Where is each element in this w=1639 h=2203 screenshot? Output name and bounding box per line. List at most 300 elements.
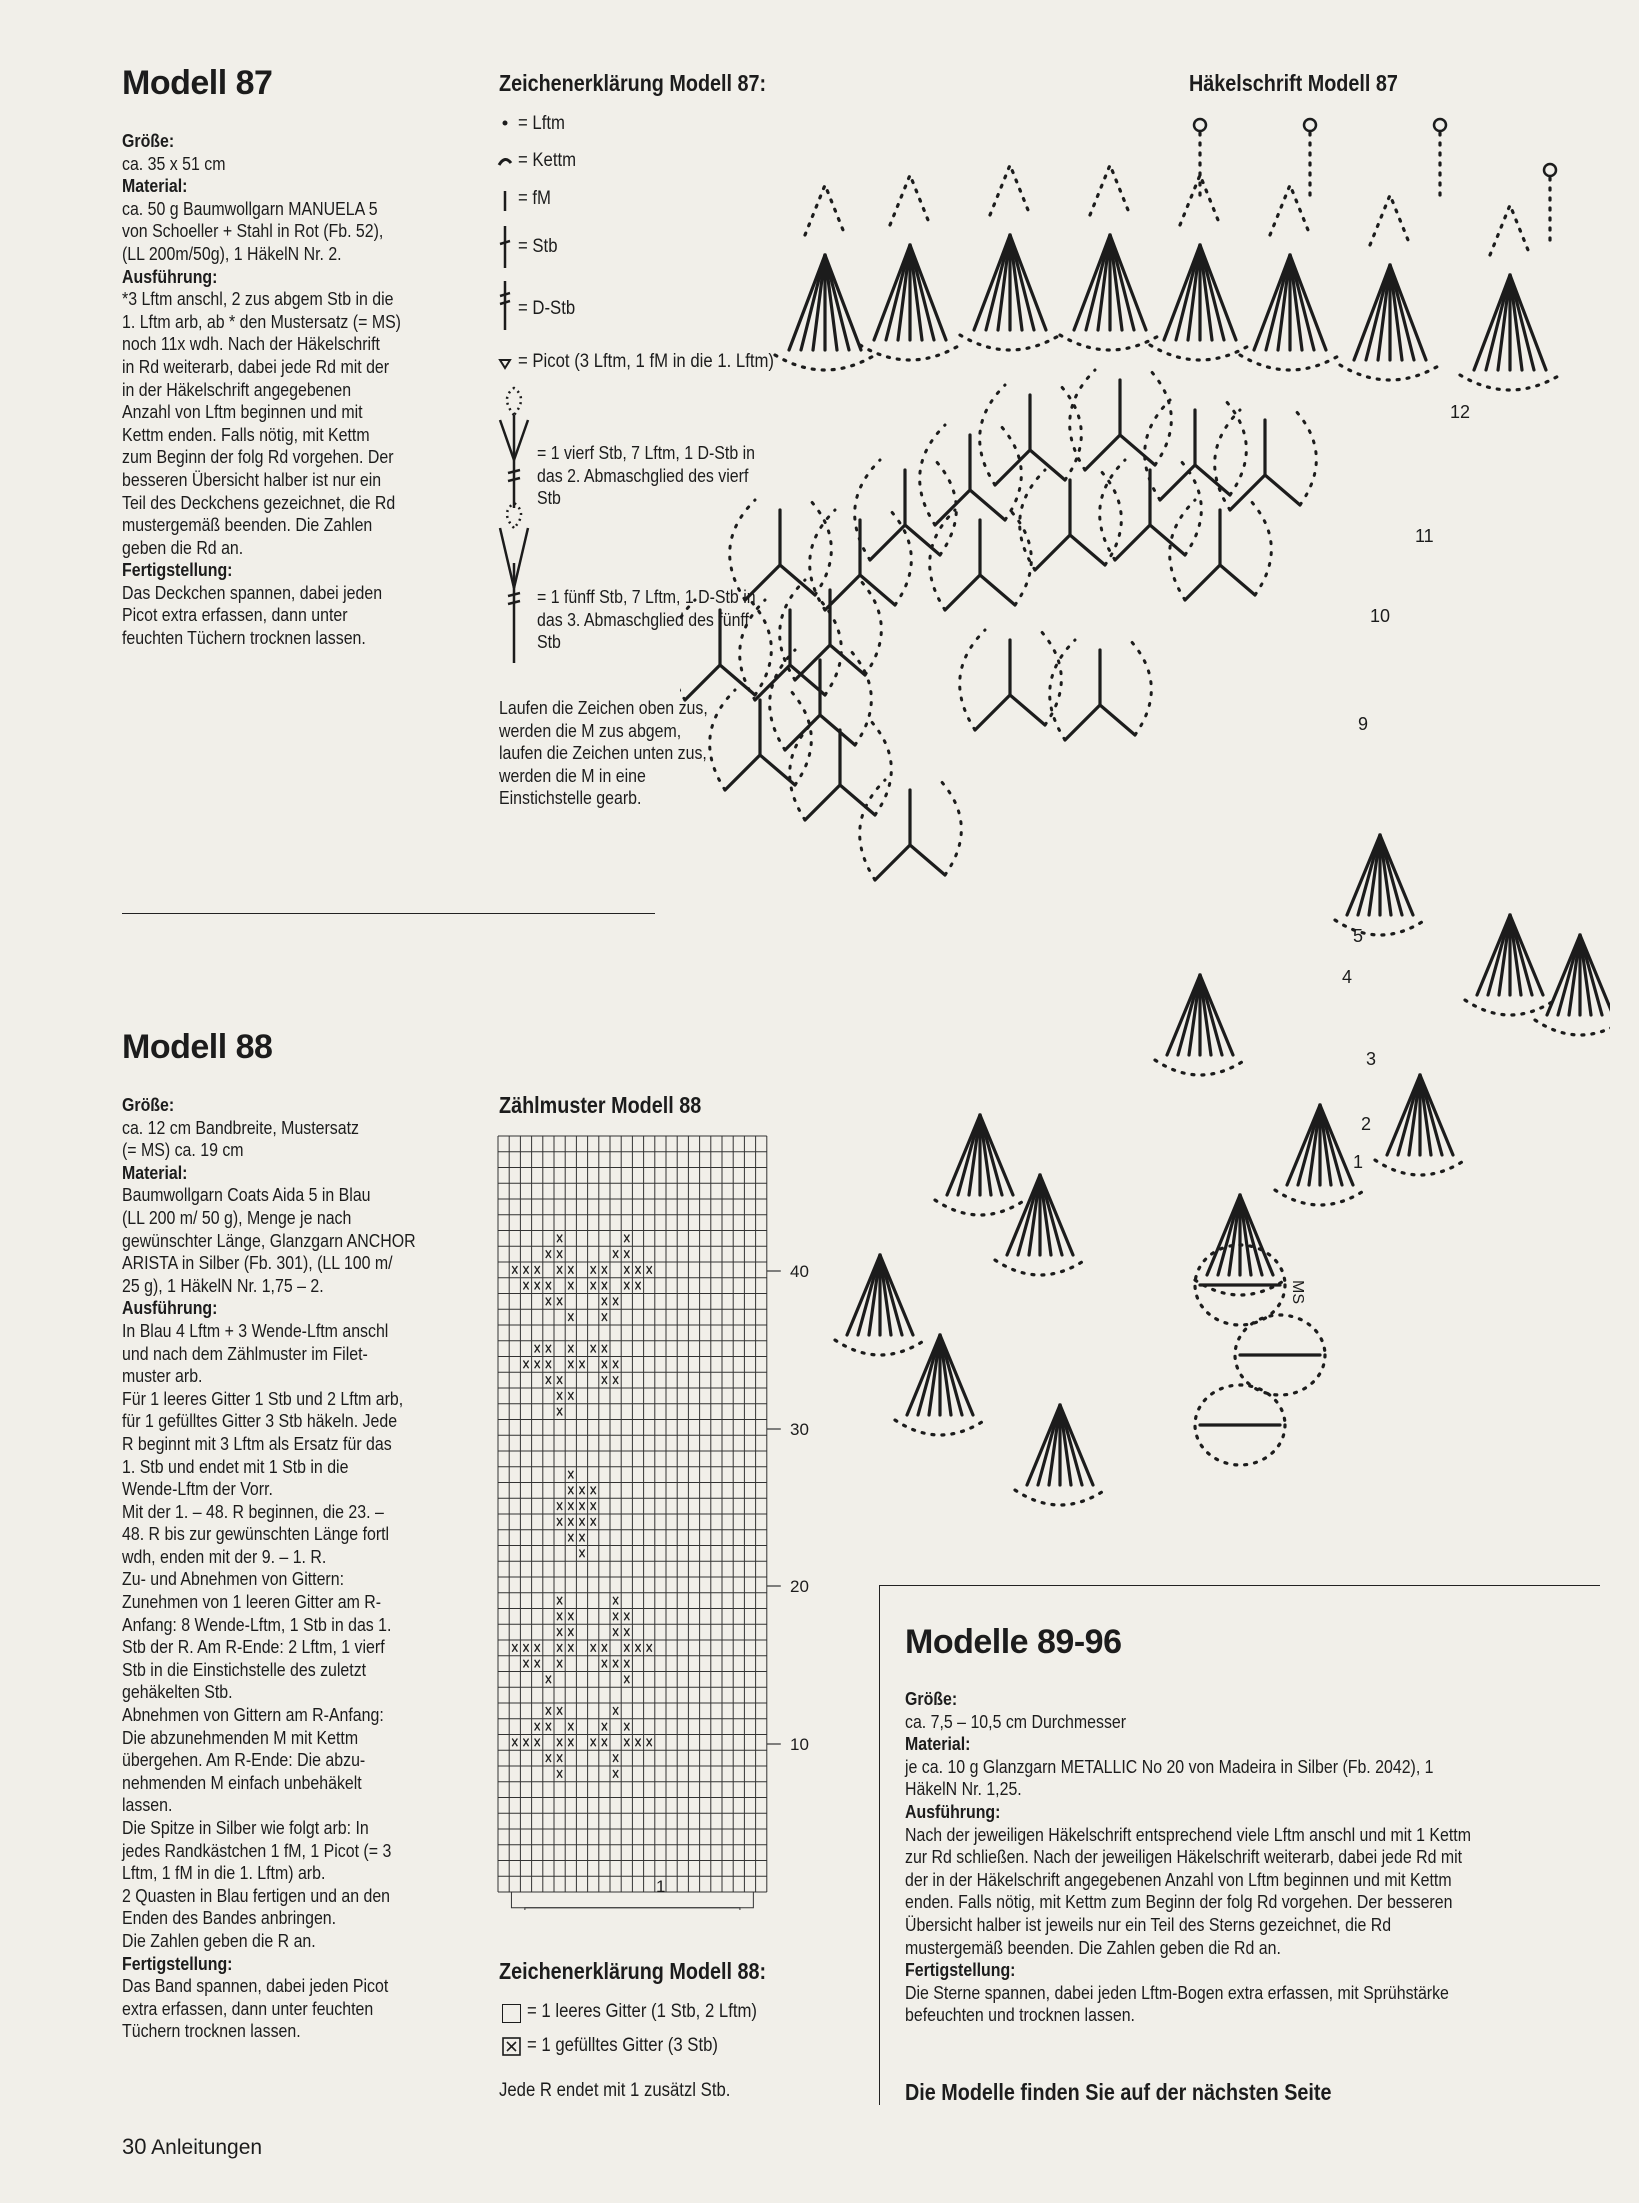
groesse-label: Größe: [122,1094,175,1115]
filled-mesh [557,1628,562,1636]
y-stitch [725,700,795,790]
legend-88-title: Zeichenerklärung Modell 88: [499,1958,767,1984]
filled-mesh [568,1518,573,1526]
y-stitch [1065,650,1135,740]
filled-mesh [635,1739,640,1747]
filled-mesh [591,1518,596,1526]
modell-88-title: Modell 88 [122,1028,273,1066]
filled-mesh [546,1676,551,1684]
stitch-post [886,245,910,340]
filled-mesh [557,1707,562,1715]
text-line: In Blau 4 Lftm + 3 Wende-Lftm anschl [122,1319,389,1341]
filled-mesh [591,1502,596,1510]
filled-mesh [624,1628,629,1636]
filled-mesh [579,1550,584,1558]
filled-mesh [591,1266,596,1274]
text-line: jedes Randkästchen 1 fM, 1 Picot (= 3 [122,1839,392,1861]
text-line: lassen. [122,1794,173,1816]
filled-mesh [624,1266,629,1274]
text-line: das 3. Abmaschglied des fünff [537,608,749,630]
filled-mesh [579,1518,584,1526]
text-line: (LL 200 m/ 50 g), Menge je nach [122,1206,352,1228]
stitch-post [1218,1195,1240,1275]
filled-mesh [591,1739,596,1747]
filled-mesh [512,1266,517,1274]
filled-mesh [557,1613,562,1621]
y-stitch [795,590,865,680]
text-line: und nach dem Zählmuster im Filet- [122,1342,368,1364]
row-label: 1 [656,1877,666,1896]
stitch-post [1390,265,1414,360]
chain-arc [1240,355,1340,370]
diagram-87-title: Häkelschrift Modell 87 [1189,70,1398,96]
picot-chain [1490,205,1530,255]
filled-mesh [568,1628,573,1636]
picot-chain [1090,165,1130,215]
chain-arc [775,355,875,370]
legend-fm: = fM [518,188,551,209]
filled-mesh [602,1739,607,1747]
filled-mesh [523,1361,528,1369]
text-line: gehäkelten Stb. [122,1681,233,1703]
text-line: Die Sterne spannen, dabei jeden Lftm-Bogen extra erfassen, mit Sprühstärke [905,1981,1449,2003]
y-stitch [745,510,815,600]
filled-mesh [535,1660,540,1668]
text-line: R beginnt mit 3 Lftm als Ersatz für das [122,1432,392,1454]
stitch-post [1038,1405,1060,1485]
ausfuehrung-label: Ausführung: [122,1297,218,1319]
round-number: 2 [1361,1114,1372,1134]
filled-mesh [602,1660,607,1668]
legend-empty-mesh: = 1 leeres Gitter (1 Stb, 2 Lftm) [527,2001,757,2022]
text-line: ca. 12 cm Bandbreite, Mustersatz [122,1116,359,1138]
groesse-label: Größe: [905,1688,958,1709]
picot-chain [805,185,845,235]
round-number: 11 [1415,526,1434,546]
row-label: 30 [790,1420,809,1439]
filled-mesh [613,1754,618,1762]
stitch-post [1086,235,1110,330]
filled-mesh [557,1235,562,1243]
chain-arc [1535,1020,1610,1035]
filled-mesh [546,1298,551,1306]
divider-87-88 [122,913,655,914]
stitch-post [1200,245,1224,340]
chain-arc [1195,1280,1285,1295]
chart-88-title: Zählmuster Modell 88 [499,1092,702,1118]
filled-mesh [613,1250,618,1258]
text-line: Stb in die Einstichstelle des zuletzt [122,1658,367,1680]
round-number: 10 [1370,606,1391,626]
text-line: Wende-Lftm der Vorr. [122,1478,273,1500]
text-line: feuchten Tüchern trocknen lassen. [122,627,366,649]
text-line: Anfang: 8 Wende-Lftm, 1 Stb in das 1. [122,1613,392,1635]
filled-mesh [568,1282,573,1290]
row-label: 10 [790,1735,809,1754]
text-line: Stb [537,487,561,509]
filled-mesh [535,1739,540,1747]
filled-mesh [624,1235,629,1243]
chain-loop [680,600,771,700]
chain-arc [1150,345,1250,360]
y-stitch [995,395,1065,485]
lftm-symbol [503,121,508,126]
filled-mesh [591,1644,596,1652]
stb-symbol [500,226,510,268]
stitch-post [1176,245,1200,340]
stitch-post [801,255,825,350]
picot-chain [990,165,1030,215]
text-line: Zu- und Abnehmen von Gittern: [122,1568,344,1590]
stitch-post [1558,935,1580,1015]
text-line: nehmenden M einfach unbehäkelt [122,1771,362,1793]
filled-mesh [557,1754,562,1762]
ausfuehrung-text [905,1824,1593,1960]
text-line: das 2. Abmaschglied des vierf [537,464,749,486]
filled-mesh [602,1644,607,1652]
page-footer [122,2134,262,2160]
text-line: = 1 fünff Stb, 7 Lftm, 1 D-Stb in [537,586,756,607]
text-line: werden die M in eine [499,764,646,786]
text-line: Einstichstelle gearb. [499,787,642,809]
text-line: Teil des Deckchens gezeichnet, die Rd [122,491,396,513]
stitch-post [910,245,934,340]
modell-87-title: Modell 87 [122,64,273,102]
text-line: Tüchern trocknen lassen. [122,2020,301,2042]
filled-mesh [557,1518,562,1526]
text-line: Baumwollgarn Coats Aida 5 in Blau [122,1184,371,1206]
filled-mesh [523,1282,528,1290]
filled-mesh [635,1644,640,1652]
stitch-post [858,1255,880,1335]
text-line: Picot extra erfassen, dann unter [122,604,348,626]
text-line: Zunehmen von 1 leeren Gitter am R- [122,1591,382,1613]
filled-mesh [568,1345,573,1353]
filled-mesh [535,1723,540,1731]
chain-arc [960,335,1060,350]
round-number: 9 [1358,714,1369,734]
text-line: 48. R bis zur gewünschten Länge fortl [122,1523,390,1545]
text-line: ca. 50 g Baumwollgarn MANUELA 5 [122,197,378,219]
filled-mesh [568,1723,573,1731]
filled-mesh [557,1408,562,1416]
ms-label: MS [1289,1280,1306,1304]
filled-mesh [647,1739,652,1747]
filled-mesh [613,1770,618,1778]
filled-mesh [523,1739,528,1747]
stitch-post [1358,835,1380,915]
material-text [905,1756,1593,1801]
filled-mesh [647,1266,652,1274]
text-line: (LL 200m/50g), 1 HäkelN Nr. 2. [122,242,342,264]
stitch-post [958,1115,980,1195]
filled-mesh [557,1266,562,1274]
text-line: 2 Quasten in Blau fertigen und an den [122,1884,391,1906]
filled-mesh [568,1613,573,1621]
filled-mesh [557,1660,562,1668]
section-name: Anleitungen [151,2136,263,2159]
stitch-post [1018,1175,1040,1255]
groesse-label: Größe: [122,130,175,151]
filled-mesh [568,1534,573,1542]
text-line: Enden des Bandes anbringen. [122,1907,337,1929]
filled-mesh [535,1361,540,1369]
stitch-post [1486,275,1510,370]
filled-mesh [635,1266,640,1274]
filled-mesh [512,1644,517,1652]
filled-mesh [591,1282,596,1290]
filled-mesh [557,1298,562,1306]
material-label: Material: [905,1733,971,1755]
filled-mesh [613,1628,618,1636]
filled-mesh [568,1313,573,1321]
point-row [511,1892,753,1908]
filled-mesh [557,1502,562,1510]
text-line: Übersicht halber ist jeweils nur ein Teil des Sterns gezeichnet, die Rd [905,1913,1392,1935]
fertigstellung-label: Fertigstellung: [122,559,233,581]
text-line: laufen die Zeichen unten zus, [499,742,707,764]
filled-mesh [546,1707,551,1715]
chain-arc [860,345,960,360]
text-line: Für 1 leeres Gitter 1 Stb und 2 Lftm arb, [122,1387,404,1409]
filled-mesh [647,1644,652,1652]
text-line: 25 g), 1 HäkelN Nr. 1,75 – 2. [122,1274,324,1296]
stitch-post [1366,265,1390,360]
picot [1434,119,1446,131]
picot [1544,164,1556,176]
legend-87-title: Zeichenerklärung Modell 87: [499,70,767,96]
filled-mesh [613,1597,618,1605]
filled-mesh [546,1345,551,1353]
ausfuehrung-label: Ausführung: [905,1800,1001,1822]
filled-mesh [568,1739,573,1747]
picot-chain [890,175,930,225]
filled-mesh [523,1266,528,1274]
filled-mesh [602,1361,607,1369]
filled-mesh [546,1754,551,1762]
filled-mesh [568,1644,573,1652]
text-line: Stb [537,631,561,653]
filled-mesh [591,1345,596,1353]
filet-chart-88 [490,1130,830,1910]
filled-mesh [591,1487,596,1495]
text-line: Stb der R. Am R-Ende: 2 Lftm, 1 vierf [122,1636,385,1658]
text-line: HäkelN Nr. 1,25. [905,1778,1022,1800]
text-line: 1. Stb und endet mit 1 Stb in die [122,1455,349,1477]
picot-chain [1370,195,1410,245]
stitch-post [918,1335,940,1415]
y-stitch [785,660,855,750]
filled-mesh [568,1471,573,1479]
text-line: Laufen die Zeichen oben zus, [499,697,708,718]
text-line: Anzahl von Lftm beginnen und mit [122,401,363,423]
y-stitch [825,520,895,610]
stitch-post [1398,1075,1420,1155]
groesse-value: ca. 35 x 51 cm [122,152,226,174]
y-stitch [685,610,755,700]
chain-arc [1060,335,1160,350]
text-line: *3 Lftm anschl, 2 zus abgem Stb in die [122,288,394,310]
text-line: Die Zahlen geben die R an. [122,1929,316,1951]
filled-mesh-symbol [502,2037,522,2057]
text-line: mustergemäß beenden. Die Zahlen [122,514,373,536]
text-line: von Schoeller + Stahl in Rot (Fb. 52), [122,220,384,242]
stitch-post [1488,915,1510,995]
round-number: 3 [1366,1049,1377,1069]
chain-arc [1155,1060,1245,1075]
picot-chain [1270,185,1310,235]
chain-arc [1335,920,1425,935]
chain-arc [935,1200,1025,1215]
chain-arc [895,1420,985,1435]
round-number: 4 [1342,967,1353,987]
filled-mesh [557,1392,562,1400]
legend-filled-mesh: = 1 gefülltes Gitter (3 Stb) [527,2035,718,2056]
filled-mesh [568,1487,573,1495]
y-stitch [1230,420,1300,510]
filled-mesh [602,1313,607,1321]
filled-mesh [579,1534,584,1542]
box-left-rule [879,1585,880,2105]
y-stitch [975,640,1045,730]
stitch-post [1110,235,1134,330]
text-line: zum Beginn der folg Rd vorgehen. Der [122,446,394,468]
filled-mesh [535,1282,540,1290]
legend-picot: = Picot (3 Lftm, 1 fM in die 1. Lftm) [518,351,775,372]
y-stitch [935,435,1005,525]
row-label: 40 [790,1262,809,1281]
filled-mesh [624,1660,629,1668]
row-label: 20 [790,1577,809,1596]
filled-mesh [613,1660,618,1668]
text-line: Das Deckchen spannen, dabei jeden [122,581,383,603]
text-line: der in der Häkelschrift angegebenen Anzahl von Lftm beginnen und mit Kettm [905,1868,1452,1890]
ausfuehrung-label: Ausführung: [122,265,218,287]
text-line: (= MS) ca. 19 cm [122,1139,244,1161]
filled-mesh [613,1376,618,1384]
filled-mesh [557,1376,562,1384]
picot-symbol [500,360,510,368]
filled-mesh [557,1644,562,1652]
filled-mesh [624,1250,629,1258]
chain-arc [1015,1490,1105,1505]
legend-stb: = Stb [518,236,558,257]
modelle-89-96-text [905,1688,1593,2027]
filled-mesh [546,1282,551,1290]
empty-mesh-symbol [502,2004,521,2023]
text-line: Nach der jeweiligen Häkelschrift entsprechend viele Lftm anschl und mit 1 Kettm [905,1823,1471,1845]
text-line: 1. Lftm arb, ab * den Mustersatz (= MS) [122,310,401,332]
text-line: besseren Übersicht halber ist nur ein [122,468,382,490]
filled-mesh [624,1644,629,1652]
stitch-post [1298,1105,1320,1185]
chain-arc [1340,365,1440,380]
stitch-post [1178,975,1200,1055]
chain-arc [995,1260,1085,1275]
chain-arc [835,1340,925,1355]
modelle-89-96-title: Modelle 89-96 [905,1623,1122,1661]
round-number: 1 [1353,1152,1364,1172]
stitch-post [825,255,849,350]
text-line: Die abzunehmenden M mit Kettm [122,1726,359,1748]
filled-mesh [546,1376,551,1384]
fertigstellung-label: Fertigstellung: [122,1952,233,1974]
stitch-post [1010,235,1034,330]
filled-mesh [602,1282,607,1290]
text-line: in Rd weiterarb, dabei jede Rd mit der [122,355,390,377]
filled-mesh [546,1250,551,1258]
cluster-5-symbol [500,503,528,663]
fertigstellung-text [905,1982,1593,2027]
text-line: mustergemäß beenden. Die Zahlen geben die Rd an. [905,1936,1281,1958]
y-stitch [1185,510,1255,600]
text-line: noch 11x wdh. Nach der Häkelschrift [122,333,380,355]
round-number: 12 [1450,402,1471,422]
text-line: übergehen. Am R-Ende: Die abzu- [122,1749,366,1771]
text-line: befeuchten und trocknen lassen. [905,2004,1135,2026]
text-line: muster arb. [122,1365,203,1387]
filled-mesh [557,1770,562,1778]
cluster-4-symbol [500,388,528,508]
filled-mesh [568,1502,573,1510]
filled-mesh [535,1644,540,1652]
y-stitch [945,520,1015,610]
filled-mesh [523,1660,528,1668]
text-line: enden. Falls nötig, mit Kettm zum Beginn der folg Rd vorgehen. Der besseren [905,1891,1453,1913]
legend-d-stb: = D-Stb [518,298,576,319]
text-line: ARISTA in Silber (Fb. 301), (LL 100 m/ [122,1252,393,1274]
filled-mesh [535,1345,540,1353]
filled-mesh [602,1723,607,1731]
filled-mesh [624,1282,629,1290]
stitch-post [986,235,1010,330]
picot [1194,119,1206,131]
filled-mesh [535,1266,540,1274]
filled-mesh [579,1361,584,1369]
filled-mesh [557,1597,562,1605]
filled-mesh [613,1613,618,1621]
y-stitch [1035,480,1105,570]
filled-mesh [624,1676,629,1684]
legend-kettm: = Kettm [518,150,577,171]
kettm-symbol [499,159,511,165]
text-line: für 1 gefülltes Gitter 3 Stb häkeln. Jede [122,1410,398,1432]
chain-arc [1465,1000,1555,1015]
filled-mesh [613,1298,618,1306]
fertigstellung-label: Fertigstellung: [905,1959,1016,1981]
filled-mesh [557,1250,562,1258]
filled-mesh [546,1361,551,1369]
point-row [525,1908,740,1910]
filled-mesh [579,1502,584,1510]
text-line: je ca. 10 g Glanzgarn METALLIC No 20 von Madeira in Silber (Fb. 2042), 1 [905,1755,1434,1777]
filled-mesh [602,1376,607,1384]
picot [1304,119,1316,131]
filled-mesh [568,1392,573,1400]
text-line: zur Rd schließen. Nach der jeweiligen Häkelschrift weiterarb, dabei jede Rd mit [905,1846,1463,1868]
round-number: 5 [1353,926,1364,946]
text-line: Kettm enden. Falls nötig, mit Kettm [122,423,370,445]
groesse-value: ca. 7,5 – 10,5 cm Durchmesser [905,1710,1127,1732]
page-number: 30 [122,2134,147,2159]
box-top-rule [880,1585,1600,1586]
text-line: Mit der 1. – 48. R beginnen, die 23. – [122,1500,384,1522]
text-line: werden die M zus abgem, [499,719,682,741]
filled-mesh [523,1644,528,1652]
filled-mesh [613,1361,618,1369]
material-label: Material: [122,1161,188,1183]
stitch-post [1266,255,1290,350]
